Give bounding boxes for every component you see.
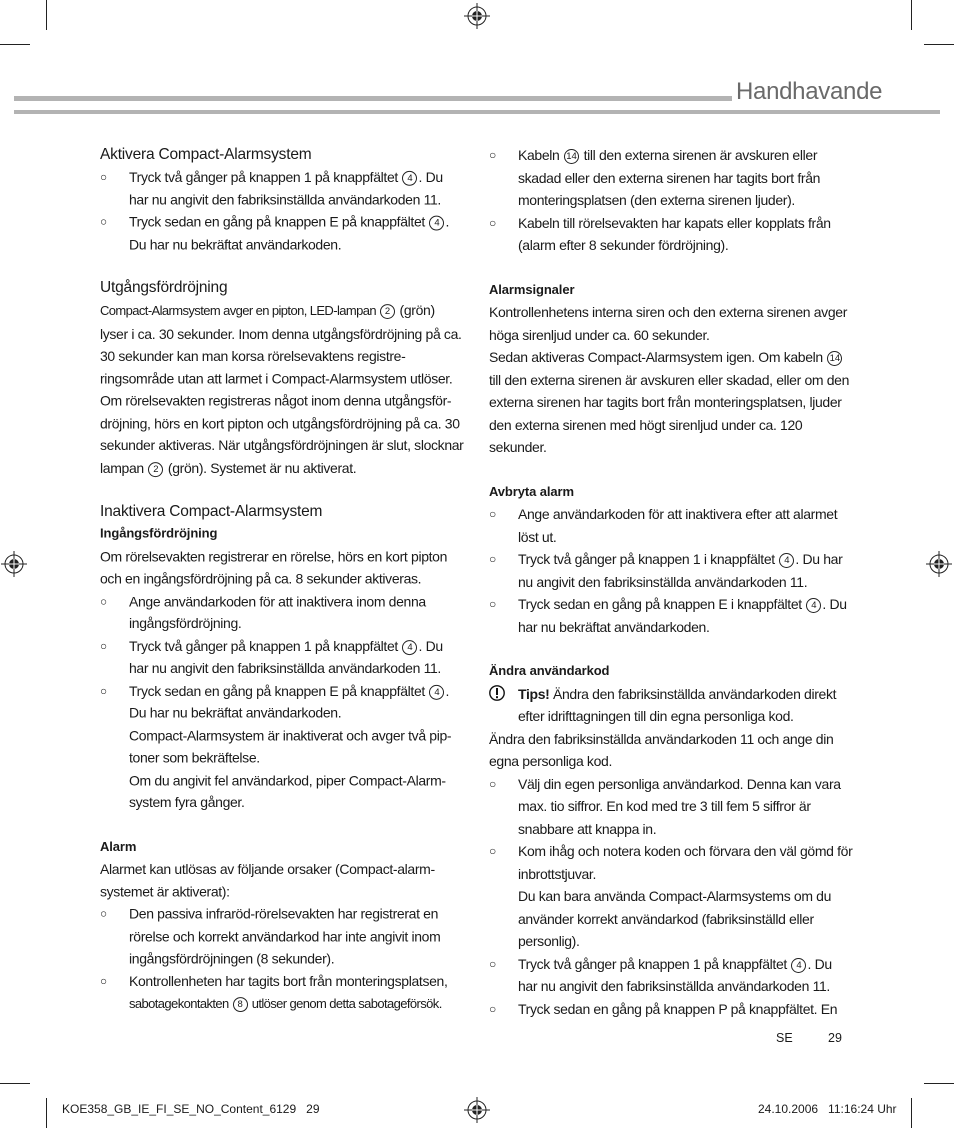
sub-heading: Avbryta alarm: [489, 483, 574, 499]
sub-heading: Ändra användarkod: [489, 663, 610, 678]
list-item: ○ Tryck två gånger på knappen 1 i knappfältet 4 . Du har nu angivit den fabriksinställda användarkoden 11.: [489, 548, 853, 593]
bullet-icon: ○: [489, 844, 496, 858]
list-item: ○ Tryck två gånger på knappen 1 på knappfältet 4 . Du har nu angivit den fabriksinställda användarkoden 11.: [100, 635, 464, 680]
key-ref-icon: 4: [806, 598, 821, 613]
key-ref-icon: 4: [791, 958, 806, 973]
contact-ref-icon: 8: [233, 997, 248, 1012]
crop-mark: [924, 1083, 954, 1084]
list-item: ○ Kabeln till rörelsevakten har kapats eller kopplats från (alarm efter 8 sekunder fördröjning).: [489, 212, 853, 257]
tip-note: Tips! Ändra den fabriksinställda användarkoden direkt efter idrifttagningen till din egna personliga kod.: [489, 683, 853, 728]
bullet-icon: ○: [100, 169, 107, 184]
key-ref-icon: 4: [402, 171, 417, 186]
list-item: ○ Ange användarkoden för att inaktivera efter att alarmet löst ut.: [489, 503, 853, 548]
section-heading: Inaktivera Compact-Alarmsystem: [100, 502, 323, 520]
list-item: ○ Kabeln 14 till den externa sirenen är avskuren eller skadad eller den externa sirenen har tagits bort från monteringsplatsen (den externa sirenen ljuder).: [489, 144, 853, 212]
sub-heading: Ingångsfördröjning: [100, 525, 218, 541]
paragraph: Alarmet kan utlösas av följande orsaker (Compact-alarm-systemet är aktiverat):: [100, 860, 435, 900]
list-item: ○ Kom ihåg och notera koden och förvara den väl gömd för inbrottstjuvar. Du kan bara använda Compact-Alarmsystems om du använder korrekt användarkod (fabriksinställd eller personlig).: [489, 840, 853, 953]
registration-mark-icon: [464, 1097, 490, 1123]
registration-mark-icon: [1, 551, 27, 577]
list-item: ○ Tryck sedan en gång på knappen E på knappfältet 4 . Du har nu bekräftat användarkoden. Compact-Alarmsystem är inaktiverat och avger två pip-toner som bekräftelse. Om du angivit fel användarkod, piper Compact-Alarm-system fyra gånger.: [100, 679, 464, 813]
bullet-icon: ○: [489, 552, 496, 566]
page-title: Handhavande: [736, 78, 883, 105]
cable-ref-icon: 14: [564, 149, 579, 164]
header-rule: [14, 96, 732, 101]
cable-ref-icon: 14: [827, 351, 842, 366]
bullet-icon: ○: [489, 1001, 496, 1016]
list-item: ○ Välj din egen personliga användarkod. Denna kan vara max. tio siffror. En kod med tre 3 till fem 5 siffror är snabbare att knappa in.: [489, 773, 853, 841]
bullet-icon: ○: [489, 956, 496, 971]
sub-heading: Alarm: [100, 838, 137, 854]
key-ref-icon: 4: [402, 640, 417, 655]
bullet-icon: ○: [489, 776, 496, 791]
bullet-icon: ○: [489, 507, 496, 521]
bullet-icon: ○: [100, 214, 107, 229]
bullet-icon: ○: [100, 638, 107, 653]
list-item: ○ Tryck sedan en gång på knappen E på knappfältet 4 . Du har nu bekräftat användarkoden.: [100, 211, 464, 256]
registration-mark-icon: [464, 3, 490, 29]
page-number: 29: [828, 1031, 842, 1045]
list-item: ○ Kontrollenheten har tagits bort från monteringsplatsen, sabotagekontakten 8 utlöser genom detta sabotageförsök.: [100, 970, 464, 1016]
bullet-icon: ○: [489, 215, 496, 230]
list-item: ○ Ange användarkoden för att inaktivera inom denna ingångsfördröjning.: [100, 590, 464, 635]
list-item: ○ Tryck två gånger på knappen 1 på knappfältet 4 . Du har nu angivit den fabriksinställda användarkoden 11.: [100, 166, 464, 211]
led-ref-icon: 2: [380, 304, 395, 319]
list-item: ○ Tryck sedan en gång på knappen E i knappfältet 4 . Du har nu bekräftat användarkoden.: [489, 593, 853, 638]
crop-mark: [0, 1083, 30, 1084]
crop-mark: [0, 44, 30, 45]
section-heading: Aktivera Compact-Alarmsystem: [100, 145, 312, 163]
crop-mark: [911, 1098, 912, 1128]
led-ref-icon: 2: [148, 462, 163, 477]
paragraph: Kontrollenhetens interna siren och den externa sirenen avger höga sirenljud under ca. 60 sekunder.: [489, 304, 848, 343]
paragraph: Ändra den fabriksinställda användarkoden 11 och ange din egna personliga kod.: [489, 730, 834, 769]
section-heading: Utgångsfördröjning: [100, 279, 228, 297]
bullet-icon: ○: [100, 906, 107, 921]
bullet-icon: ○: [100, 683, 107, 698]
key-ref-icon: 4: [429, 684, 444, 699]
crop-mark: [46, 1098, 47, 1128]
paragraph: Om rörelsevakten registrerar en rörelse, hörs en kort pipton och en ingångsfördröjning på ca. 8 sekunder aktiveras.: [100, 548, 448, 587]
warning-icon: [489, 685, 505, 701]
list-item: ○ Tryck sedan en gång på knappen P på knappfältet. En: [489, 998, 853, 1021]
crop-mark: [924, 44, 954, 45]
list-item: ○ Den passiva infraröd-rörelsevakten har registrerat en rörelse och korrekt användarkod har inte angivit inom ingångsfördröjningen (8 sekunder).: [100, 903, 464, 970]
right-column: [489, 144, 853, 1020]
left-column: [100, 144, 464, 1016]
registration-mark-icon: [926, 551, 952, 577]
language-label: SE: [776, 1031, 793, 1045]
paragraph: Sedan aktiveras Compact-Alarmsystem igen. Om kabeln 14 till den externa sirenen är avskuren eller skadad, eller om den externa sirenen har tagits bort från monteringsplatsen, ljuder den externa sirenen med högt sirenljud under ca. 120 sekunder.: [489, 349, 850, 455]
print-slug: KOE358_GB_IE_FI_SE_NO_Content_6129 29: [62, 1102, 320, 1116]
bullet-icon: ○: [489, 148, 496, 162]
key-ref-icon: 4: [429, 216, 444, 231]
sub-heading: Alarmsignaler: [489, 281, 575, 297]
bullet-icon: ○: [100, 593, 107, 608]
crop-mark: [911, 0, 912, 30]
print-timestamp: 24.10.2006 11:16:24 Uhr: [758, 1102, 897, 1116]
key-ref-icon: 4: [779, 553, 794, 568]
bullet-icon: ○: [489, 597, 496, 611]
bullet-icon: ○: [100, 973, 107, 988]
crop-mark: [46, 0, 47, 30]
header-rule: [14, 110, 940, 114]
list-item: ○ Tryck två gånger på knappen 1 på knappfältet 4 . Du har nu angivit den fabriksinställda användarkoden 11.: [489, 953, 853, 998]
paragraph: Compact-Alarmsystem avger en pipton, LED-lampan 2 (grön) lyser i ca. 30 sekunder. Inom denna utgångsfördröjning på ca. 30 sekunder kan man korsa rörelsevaktens registre-ringsområde utan att larmet i Compact-Alarmsystem utlöser. Om rörelsevakten registreras något inom denna utgångsför-dröjning, hörs en kort pipton och utgångsfördröjning på ca. 30 sekunder aktiveras. När utgångsfördröjningen är slut, slocknar lampan 2 (grön). Systemet är nu aktiverat.: [100, 302, 464, 476]
